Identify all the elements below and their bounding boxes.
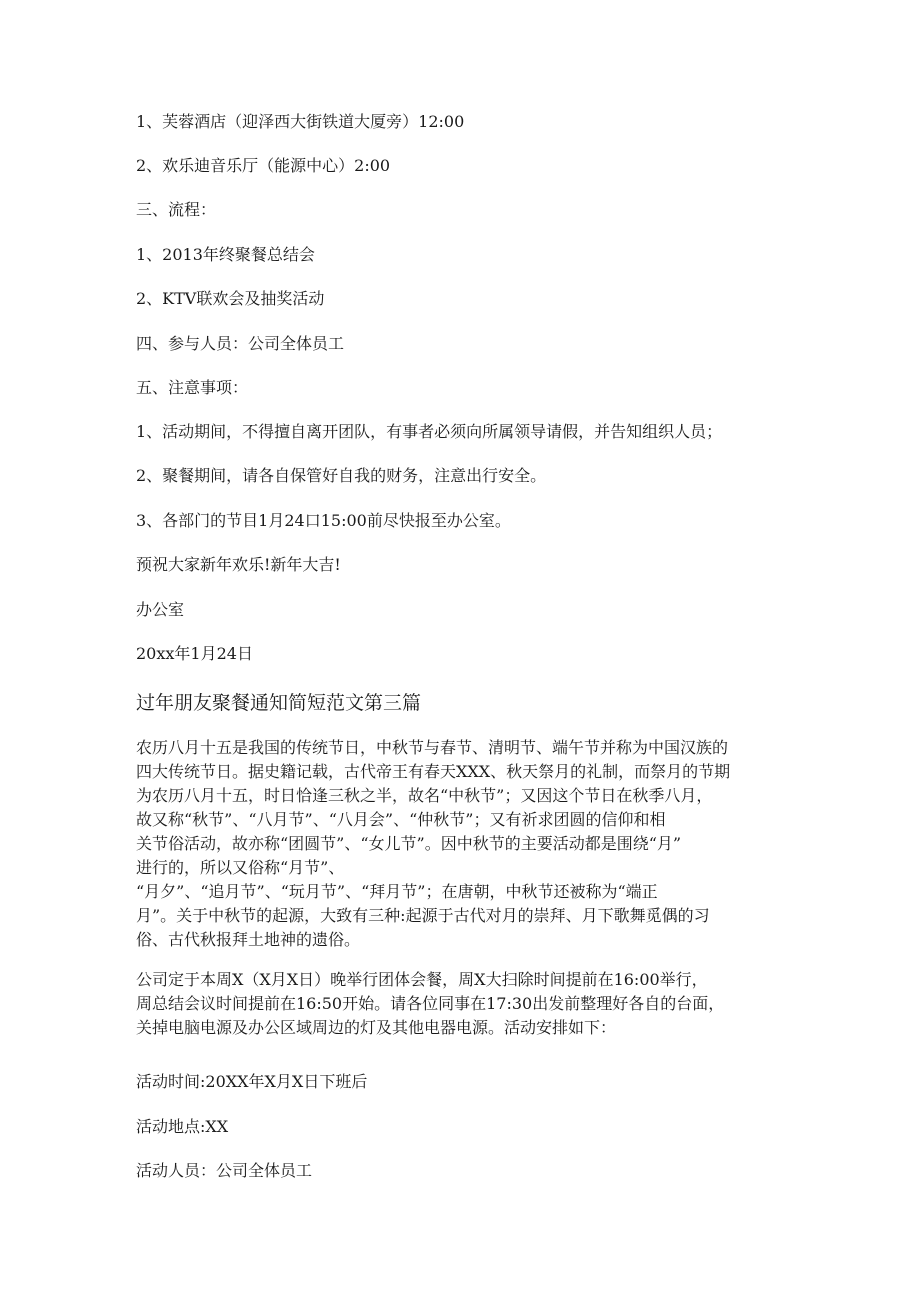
list-item: 1、活动期间，不得擅自离开团队，有事者必须向所属领导请假，并告知组织人员； [136, 422, 723, 441]
greeting-line: 预祝大家新年欢乐!新年大吉! [136, 555, 341, 574]
paragraph-line: 月”。关于中秋节的起源，大致有三种:起源于古代对月的崇拜、月下歌舞觅偶的习 [136, 906, 710, 925]
list-item: 3、各部门的节目1月24口15:00前尽快报至办公室。 [136, 511, 511, 530]
list-item: 2、聚餐期间，请各自保管好自我的财务，注意出行安全。 [136, 466, 547, 485]
paragraph-line: 四大传统节日。据史籍记载，古代帝王有春天XXX、秋天祭月的礼制，而祭月的节期 [136, 762, 731, 781]
paragraph-line: 俗、古代秋报拜土地神的遗俗。 [136, 930, 361, 949]
paragraph-mid-autumn [136, 736, 772, 952]
paragraph-dinner-notice [136, 968, 772, 1040]
signature-date: 20xx年1月24日 [136, 644, 253, 663]
activity-location: 活动地点:XX [136, 1117, 229, 1136]
signature-office: 办公室 [136, 600, 185, 619]
section-title: 过年朋友聚餐通知简短范文第三篇 [136, 692, 422, 714]
list-item: 2、KTV联欢会及抽奖活动 [136, 289, 325, 308]
section-label: 三、流程： [136, 200, 217, 219]
list-item: 1、2013年终聚餐总结会 [136, 245, 315, 264]
paragraph-line: 周总结会议时间提前在16:50开始。请各位同事在17:30出发前整理好各自的台面， [136, 994, 725, 1013]
list-item: 2、欢乐迪音乐厅（能源中心）2:00 [136, 156, 391, 175]
list-item: 1、芙蓉酒店（迎泽西大街铁道大厦旁）12:00 [136, 112, 465, 131]
paragraph-line: “月夕”、“追月节”、“玩月节”、“拜月节”；在唐朝，中秋节还被称为“端正 [136, 882, 658, 901]
activity-participants: 活动人员：公司全体员工 [136, 1161, 313, 1180]
paragraph-line: 为农历八月十五，时日恰逢三秋之半，故名“中秋节”；又因这个节日在秋季八月， [136, 786, 713, 805]
paragraph-line: 进行的，所以又俗称“月节”、 [136, 858, 345, 877]
paragraph-line: 农历八月十五是我国的传统节日，中秋节与春节、清明节、端午节并称为中国汉族的 [136, 738, 729, 757]
paragraph-line: 故又称“秋节”、“八月节”、“八月会”、“仲秋节”；又有祈求团圆的信仰和相 [136, 810, 666, 829]
paragraph-line: 公司定于本周X（X月X日）晚举行团体会餐，周X大扫除时间提前在16:00举行， [136, 970, 708, 989]
activity-time: 活动时间:20XX年X月X日下班后 [136, 1072, 368, 1091]
paragraph-line: 关掉电脑电源及办公区域周边的灯及其他电器电源。活动安排如下： [136, 1018, 617, 1037]
paragraph-line: 关节俗活动，故亦称“团圆节”、“女儿节”。因中秋节的主要活动都是围绕“月” [136, 834, 682, 853]
section-label: 四、参与人员：公司全体员工 [136, 334, 345, 353]
section-label: 五、注意事项： [136, 378, 249, 397]
